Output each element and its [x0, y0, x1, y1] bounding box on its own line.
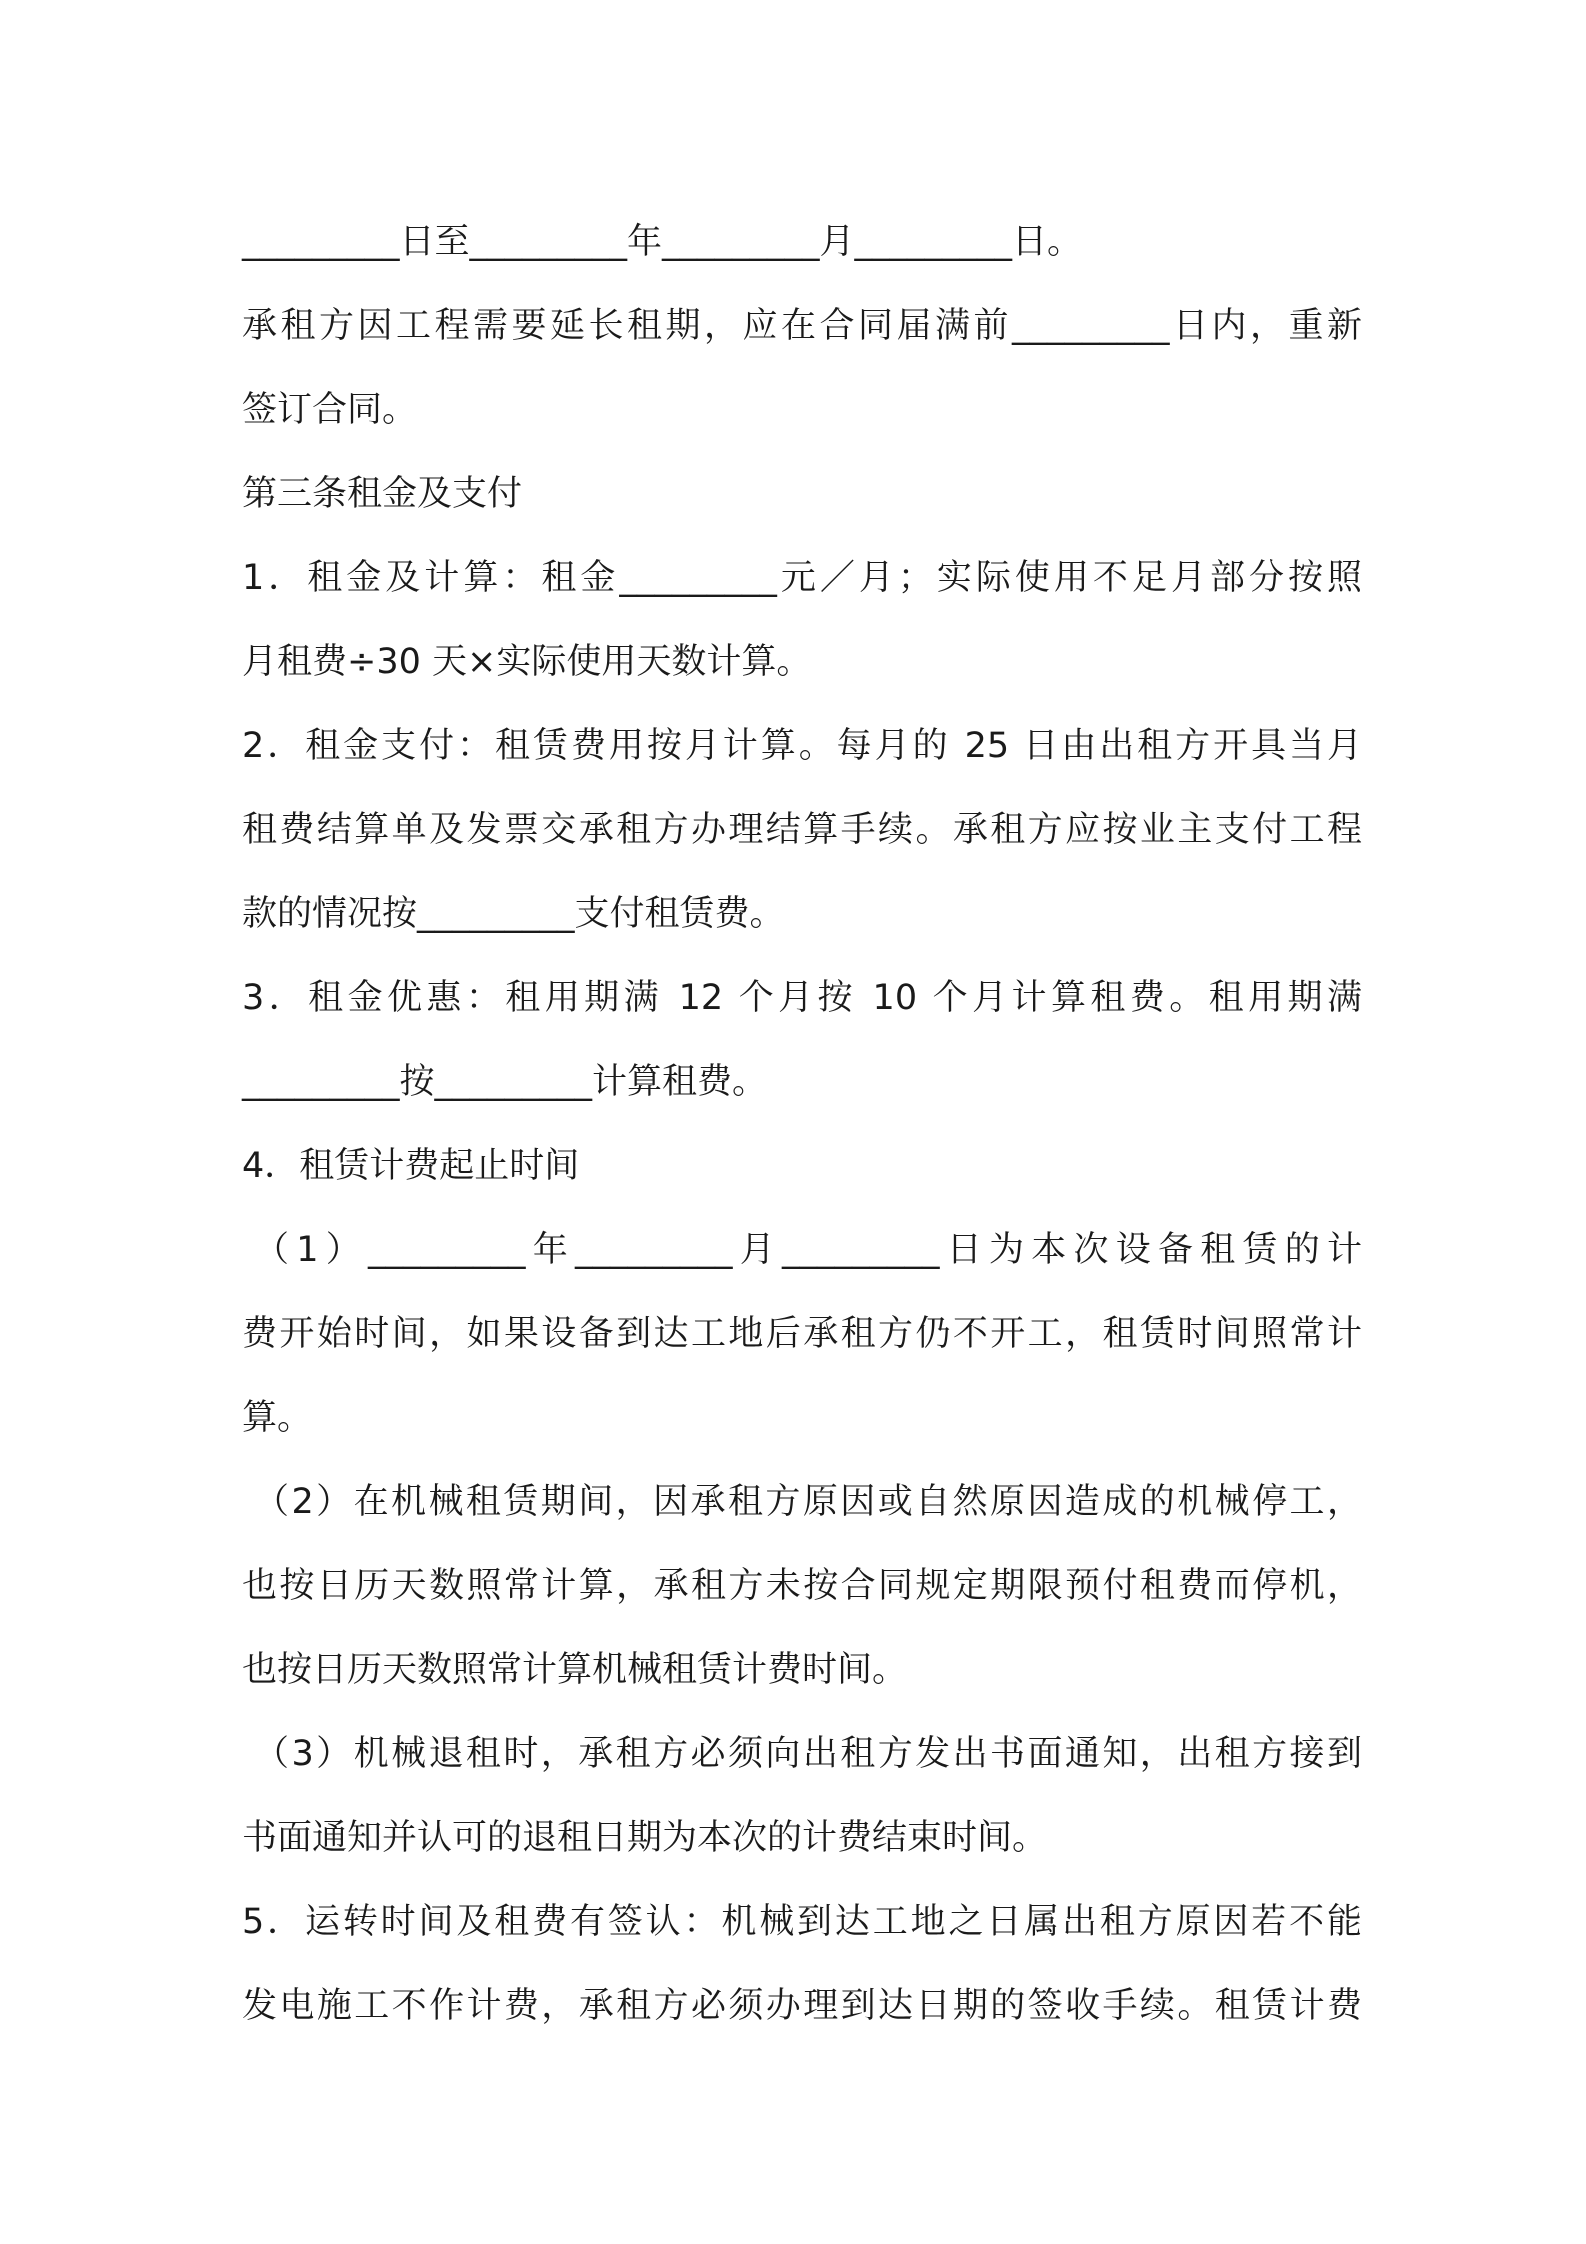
- text-line: 1．租金及计算：租金_________元／月；实际使用不足月部分按照: [242, 558, 1362, 598]
- text-line: 签订合同。: [242, 390, 418, 430]
- document-body: [242, 200, 1362, 2048]
- text-line: 款的情况按_________支付租赁费。: [242, 894, 785, 934]
- text-line: 月租费÷30 天×实际使用天数计算。: [242, 642, 812, 682]
- text-line: （3）机械退租时，承租方必须向出租方发出书面通知，出租方接到: [254, 1734, 1362, 1774]
- text-line: _________日至_________年_________月_________日。: [242, 222, 1083, 262]
- text-line: 发电施工不作计费，承租方必须办理到达日期的签收手续。租赁计费: [242, 1986, 1362, 2026]
- text-line: 3．租金优惠：租用期满 12 个月按 10 个月计算租费。租用期满: [242, 978, 1362, 1018]
- text-line: （1）_________年_________月_________日为本次设备租赁的计: [254, 1230, 1362, 1270]
- text-line: 5．运转时间及租费有签认：机械到达工地之日属出租方原因若不能: [242, 1902, 1362, 1942]
- text-line: 费开始时间，如果设备到达工地后承租方仍不开工，租赁时间照常计: [242, 1314, 1362, 1354]
- text-line: 租费结算单及发票交承租方办理结算手续。承租方应按业主支付工程: [242, 810, 1362, 850]
- text-line: 也按日历天数照常计算机械租赁计费时间。: [242, 1650, 908, 1690]
- subsection-heading: 4．租赁计费起止时间: [242, 1146, 580, 1186]
- text-line: 也按日历天数照常计算，承租方未按合同规定期限预付租费而停机，: [242, 1566, 1362, 1606]
- text-line: _________按_________计算租费。: [242, 1062, 768, 1102]
- section-heading: 第三条租金及支付: [242, 474, 523, 514]
- text-line: 承租方因工程需要延长租期，应在合同届满前_________日内，重新: [242, 306, 1362, 346]
- text-line: 算。: [242, 1398, 313, 1438]
- text-line: 书面通知并认可的退租日期为本次的计费结束时间。: [242, 1818, 1048, 1858]
- text-line: 2．租金支付：租赁费用按月计算。每月的 25 日由出租方开具当月: [242, 726, 1362, 766]
- text-line: （2）在机械租赁期间，因承租方原因或自然原因造成的机械停工，: [254, 1482, 1362, 1522]
